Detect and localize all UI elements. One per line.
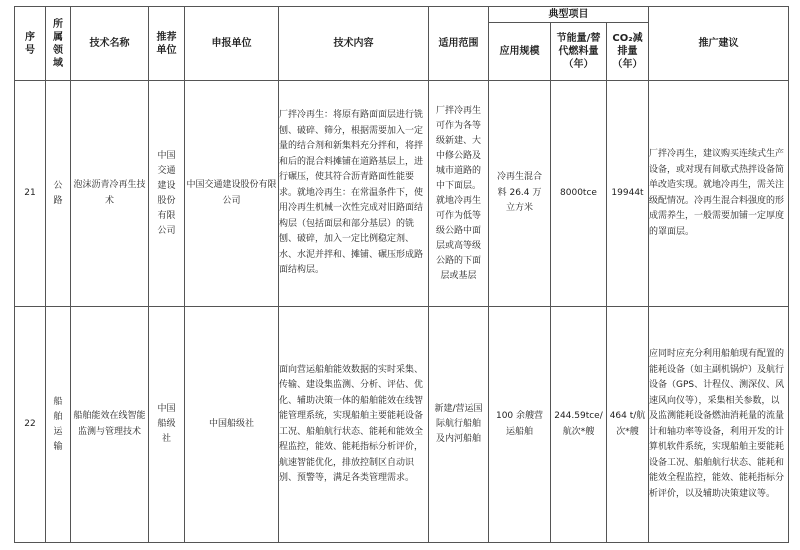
- technology-table: [14, 6, 789, 543]
- row-scale: 冷再生混合料 26.4 万立方米: [489, 81, 551, 307]
- row-promotion: 应同时应充分利用船舶现有配置的能耗设备（如主副机锅炉）及航行设备（GPS、计程仪、测深仪、风速风向仪等），采集相关参数，以及监测能耗设备燃油消耗量的流量计和轴功率等设备，利用开发的计算机软件系统，实现船舶主要能耗设备工况、船舶航行状态、能耗和能效全程监控，能效、能耗指标分析评价，以及辅助决策建议等。: [649, 307, 789, 543]
- row-content: 面向营运船舶能效数据的实时采集、传输、建设集监测、分析、评估、优化、辅助决策一体的船舶能效在线智能管理系统，实现船舶主要能耗设备工况、船舶航行状态、能耗和能效全程监控，能效、能耗指标分析评价，航速智能优化，排放控制区自动识别、预警等，满足各类管理需求。: [279, 307, 429, 543]
- col-content-header: 技术内容: [279, 7, 429, 81]
- row-recommender: 中国船级社: [149, 307, 185, 543]
- col-seq-header: 序号: [15, 7, 46, 81]
- row-co2: 19944t: [607, 81, 649, 307]
- row-field: 船舶运输: [46, 307, 71, 543]
- row-seq: 22: [15, 307, 46, 543]
- row-scope: 厂拌冷再生可作为各等级新建、大中修公路及城市道路的中下面层。就地冷再生可作为低等级公路中面层或高等级公路的下面层或基层: [429, 81, 489, 307]
- col-energy-header: 节能量/替代燃料量（年）: [551, 23, 607, 81]
- col-promotion-header: 推广建议: [649, 7, 789, 81]
- row-scale: 100 余艘营运船舶: [489, 307, 551, 543]
- table-row: [15, 307, 789, 543]
- row-scope: 新建/营运国际航行船舶及内河船舶: [429, 307, 489, 543]
- row-field: 公路: [46, 81, 71, 307]
- col-applicant-header: 申报单位: [185, 7, 279, 81]
- row-energy: 244.59tce/航次*艘: [551, 307, 607, 543]
- row-content: 厂拌冷再生：将原有路面面层进行铣刨、破碎、筛分，根据需要加入一定量的结合剂和新集料充分拌和，将拌和后的混合料摊铺在道路基层上，进行碾压，使其符合沥青路面性能要求。就地冷再生：在常温条件下，使用冷再生机械一次性完成对旧路面结构层（包括面层和部分基层）的铣刨、破碎，加入一定比例稳定剂、水、水泥并拌和、摊铺、碾压形成路面结构层。: [279, 81, 429, 307]
- col-field-header: 所属领域: [46, 7, 71, 81]
- col-scale-header: 应用规模: [489, 23, 551, 81]
- typical-project-header: 典型项目: [489, 7, 649, 23]
- row-name: 船舶能效在线智能监测与管理技术: [71, 307, 149, 543]
- row-co2: 464 t/航次*艘: [607, 307, 649, 543]
- row-applicant: 中国船级社: [185, 307, 279, 543]
- table-row: [15, 81, 789, 307]
- col-scope-header: 适用范围: [429, 7, 489, 81]
- col-name-header: 技术名称: [71, 7, 149, 81]
- header-row-top: [15, 7, 789, 23]
- row-name: 泡沫沥青冷再生技术: [71, 81, 149, 307]
- row-seq: 21: [15, 81, 46, 307]
- col-recommender-header: 推荐单位: [149, 7, 185, 81]
- col-co2-header: CO₂减排量（年）: [607, 23, 649, 81]
- row-applicant: 中国交通建设股份有限公司: [185, 81, 279, 307]
- row-recommender: 中国交通建设股份有限公司: [149, 81, 185, 307]
- row-energy: 8000tce: [551, 81, 607, 307]
- row-promotion: 厂拌冷再生，建议购买连续式生产设备，或对现有间歇式热拌设备简单改造实现。就地冷再生，需关注级配情况。冷再生混合料强度的形成需养生，一般需要加铺一定厚度的罩面层。: [649, 81, 789, 307]
